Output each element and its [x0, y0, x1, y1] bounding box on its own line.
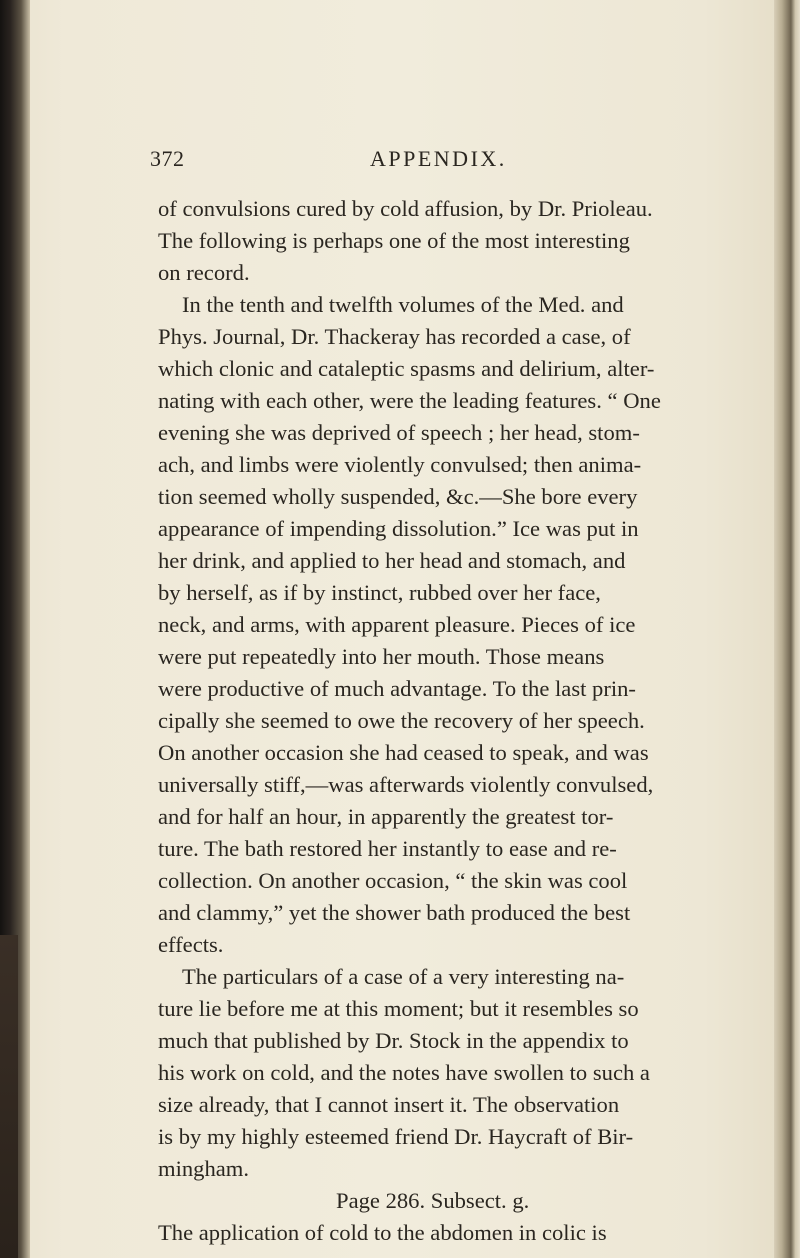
text-line: ture lie before me at this moment; but it resembles so: [158, 996, 639, 1021]
text-line: of convulsions cured by cold affusion, by Dr. Prioleau.: [158, 196, 653, 221]
text-line: The application of cold to the abdomen in colic is: [158, 1220, 607, 1245]
page-edge-right: [774, 0, 800, 1258]
text-line: is by my highly esteemed friend Dr. Haycraft of Bir-: [158, 1124, 634, 1149]
page-number: 372: [150, 146, 185, 171]
text-line: neck, and arms, with apparent pleasure. Pieces of ice: [158, 612, 636, 637]
text-line: tion seemed wholly suspended, &c.—She bore every: [158, 484, 638, 509]
text-line: appearance of impending dissolution.” Ice was put in: [158, 516, 639, 541]
text-line: and for half an hour, in apparently the greatest tor-: [158, 804, 614, 829]
text-line: and clammy,” yet the shower bath produced the best: [158, 900, 631, 925]
text-line: cipally she seemed to owe the recovery of her speech.: [158, 708, 645, 733]
text-line: ach, and limbs were violently convulsed; then anima-: [158, 452, 642, 477]
text-line: which clonic and cataleptic spasms and delirium, alter-: [158, 356, 655, 381]
binding-edge: [0, 935, 18, 1258]
text-line: evening she was deprived of speech ; her head, stom-: [158, 420, 640, 445]
running-head: [150, 146, 670, 176]
text-line: were put repeatedly into her mouth. Those means: [158, 644, 605, 669]
text-line: his work on cold, and the notes have swollen to such a: [158, 1060, 650, 1085]
section-heading: Page 286. Subsect. g.: [336, 1188, 530, 1213]
paragraph-start-line: The particulars of a case of a very interesting na-: [182, 964, 625, 989]
running-title: APPENDIX.: [370, 146, 507, 171]
text-line: nating with each other, were the leading features. “ One: [158, 388, 661, 413]
text-line: size already, that I cannot insert it. The observation: [158, 1092, 620, 1117]
text-line: universally stiff,—was afterwards violently convulsed,: [158, 772, 654, 797]
text-line: ture. The bath restored her instantly to ease and re-: [158, 836, 617, 861]
text-line: effects.: [158, 932, 224, 957]
text-line: mingham.: [158, 1156, 249, 1181]
text-line: her drink, and applied to her head and stomach, and: [158, 548, 626, 573]
text-line: on record.: [158, 260, 250, 285]
text-line: much that published by Dr. Stock in the appendix to: [158, 1028, 629, 1053]
text-line: The following is perhaps one of the most interesting: [158, 228, 630, 253]
text-line: were productive of much advantage. To the last prin-: [158, 676, 636, 701]
text-line: Phys. Journal, Dr. Thackeray has recorded a case, of: [158, 324, 631, 349]
text-line: On another occasion she had ceased to speak, and was: [158, 740, 649, 765]
paragraph-start-line: In the tenth and twelfth volumes of the Med. and: [182, 292, 624, 317]
text-line: collection. On another occasion, “ the skin was cool: [158, 868, 628, 893]
body-text: [158, 193, 698, 1249]
text-line: by herself, as if by instinct, rubbed over her face,: [158, 580, 601, 605]
